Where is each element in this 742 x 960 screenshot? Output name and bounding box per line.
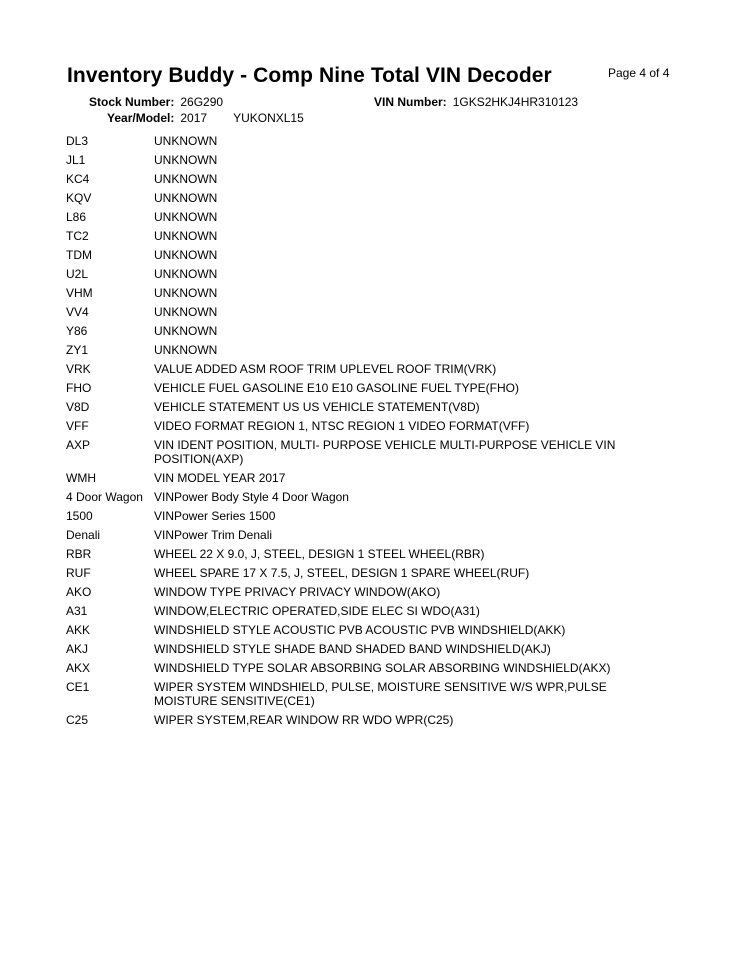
option-row: [66, 267, 636, 281]
option-description: WINDSHIELD TYPE SOLAR ABSORBING SOLAR ABSORBING WINDSHIELD(AKX): [154, 661, 611, 675]
option-code: V8D: [66, 400, 90, 414]
option-row: [66, 713, 636, 727]
option-description: VEHICLE FUEL GASOLINE E10 E10 GASOLINE FUEL TYPE(FHO): [154, 381, 520, 395]
option-description: UNKNOWN: [154, 267, 218, 281]
option-code: Denali: [66, 528, 101, 542]
option-description: VIDEO FORMAT REGION 1, NTSC REGION 1 VIDEO FORMAT(VFF): [154, 419, 530, 433]
option-row: [66, 305, 636, 319]
option-description: WINDOW TYPE PRIVACY PRIVACY WINDOW(AKO): [154, 585, 441, 599]
option-code: 1500: [66, 509, 93, 523]
option-row: [66, 134, 636, 148]
option-description: VIN IDENT POSITION, MULTI- PURPOSE VEHICLE MULTI-PURPOSE VEHICLE VIN POSITION(AXP): [154, 438, 616, 466]
option-row: [66, 381, 636, 395]
option-row: [66, 528, 636, 542]
option-description: UNKNOWN: [154, 305, 218, 319]
option-row: [66, 324, 636, 338]
option-code: JL1: [66, 153, 86, 167]
year-model-line: [107, 111, 304, 125]
option-description: UNKNOWN: [154, 172, 218, 186]
option-description: WINDSHIELD STYLE SHADE BAND SHADED BAND WINDSHIELD(AKJ): [154, 642, 551, 656]
option-row: [66, 400, 636, 414]
option-row: [66, 343, 636, 357]
option-row: [66, 191, 636, 205]
option-code: AKO: [66, 585, 92, 599]
option-description: WINDOW,ELECTRIC OPERATED,SIDE ELEC SI WDO(A31): [154, 604, 480, 618]
option-row: [66, 490, 636, 504]
option-code: AKX: [66, 661, 91, 675]
stock-number-line: [89, 95, 223, 109]
option-description: UNKNOWN: [154, 324, 218, 338]
option-row: [66, 153, 636, 167]
option-description: UNKNOWN: [154, 210, 218, 224]
option-description: UNKNOWN: [154, 134, 218, 148]
option-code: DL3: [66, 134, 89, 148]
option-row: [66, 210, 636, 224]
option-description: UNKNOWN: [154, 248, 218, 262]
option-code: VHM: [66, 286, 93, 300]
option-row: [66, 661, 636, 675]
option-code: C25: [66, 713, 89, 727]
stock-number-label: Stock Number:: [89, 95, 175, 109]
option-row: [66, 604, 636, 618]
option-row: [66, 585, 636, 599]
page-number: Page 4 of 4: [608, 66, 670, 80]
model-value: YUKONXL15: [233, 111, 304, 125]
option-code: L86: [66, 210, 87, 224]
option-code: RBR: [66, 547, 92, 561]
option-row: [66, 623, 636, 637]
option-row: [66, 362, 636, 376]
option-description: VINPower Trim Denali: [154, 528, 273, 542]
option-description: VINPower Body Style 4 Door Wagon: [154, 490, 349, 504]
option-description: WINDSHIELD STYLE ACOUSTIC PVB ACOUSTIC PVB WINDSHIELD(AKK): [154, 623, 566, 637]
year-model-label: Year/Model:: [107, 111, 175, 125]
option-code: A31: [66, 604, 88, 618]
option-code: AKJ: [66, 642, 89, 656]
option-code: ZY1: [66, 343, 89, 357]
report-title: Inventory Buddy - Comp Nine Total VIN Decoder: [67, 64, 552, 87]
option-code: KQV: [66, 191, 92, 205]
option-description: WHEEL SPARE 17 X 7.5, J, STEEL, DESIGN 1 SPARE WHEEL(RUF): [154, 566, 530, 580]
option-description: UNKNOWN: [154, 191, 218, 205]
option-row: [66, 248, 636, 262]
vin-number-value: 1GKS2HKJ4HR310123: [452, 95, 579, 109]
vin-number-label: VIN Number:: [374, 95, 447, 109]
option-code: KC4: [66, 172, 90, 186]
option-code: FHO: [66, 381, 92, 395]
option-row: [66, 566, 636, 580]
stock-number-value: 26G290: [180, 95, 224, 109]
option-code: TDM: [66, 248, 92, 262]
vin-number-line: [374, 95, 578, 109]
option-code: AXP: [66, 438, 91, 452]
option-row: [66, 680, 636, 708]
option-description: WIPER SYSTEM,REAR WINDOW RR WDO WPR(C25): [154, 713, 454, 727]
option-row: [66, 471, 636, 485]
option-description: VEHICLE STATEMENT US US VEHICLE STATEMENT(V8D): [154, 400, 480, 414]
option-code: VFF: [66, 419, 89, 433]
option-description: UNKNOWN: [154, 229, 218, 243]
option-code: WMH: [66, 471, 96, 485]
option-row: [66, 172, 636, 186]
option-row: [66, 229, 636, 243]
option-code: RUF: [66, 566, 91, 580]
option-row: [66, 286, 636, 300]
option-code: AKK: [66, 623, 91, 637]
option-row: [66, 642, 636, 656]
option-code-list: [66, 134, 636, 732]
option-description: UNKNOWN: [154, 286, 218, 300]
option-description: UNKNOWN: [154, 153, 218, 167]
option-description: VIN MODEL YEAR 2017: [154, 471, 286, 485]
option-description: UNKNOWN: [154, 343, 218, 357]
option-row: [66, 438, 636, 466]
option-row: [66, 509, 636, 523]
option-row: [66, 419, 636, 433]
option-row: [66, 547, 636, 561]
option-code: Y86: [66, 324, 88, 338]
option-description: WHEEL 22 X 9.0, J, STEEL, DESIGN 1 STEEL WHEEL(RBR): [154, 547, 485, 561]
option-code: TC2: [66, 229, 89, 243]
option-code: 4 Door Wagon: [66, 490, 143, 504]
option-description: WIPER SYSTEM WINDSHIELD, PULSE, MOISTURE SENSITIVE W/S WPR,PULSE MOISTURE SENSITIVE(CE1): [154, 680, 607, 708]
option-code: VV4: [66, 305, 89, 319]
option-description: VALUE ADDED ASM ROOF TRIM UPLEVEL ROOF TRIM(VRK): [154, 362, 497, 376]
year-value: 2017: [180, 111, 208, 125]
option-description: VINPower Series 1500: [154, 509, 276, 523]
option-code: VRK: [66, 362, 91, 376]
option-code: U2L: [66, 267, 89, 281]
option-code: CE1: [66, 680, 90, 694]
